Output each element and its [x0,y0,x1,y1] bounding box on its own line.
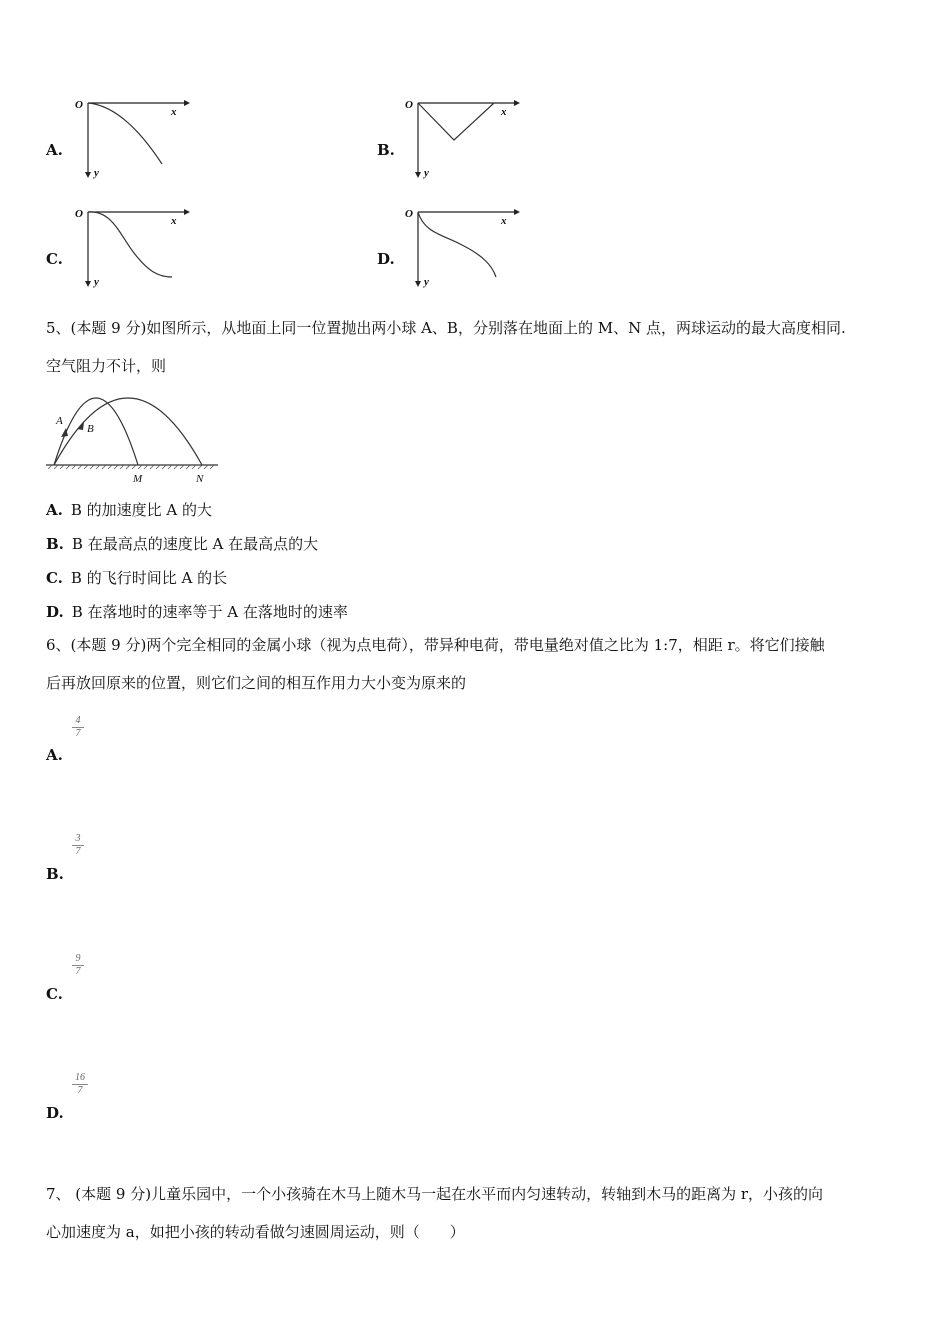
q6-fraction-a: 4 7 [72,716,84,739]
q5-choice-c: C. B 的飞行时间比 A 的长 [46,569,228,587]
svg-text:O: O [75,208,83,220]
svg-text:O: O [405,208,413,220]
q7-stem [46,1175,912,1251]
q5-stem-line1: 5、(本题 9 分)如图所示，从地面上同一位置抛出两小球 A、B，分别落在地面上的 M、N 点，两球运动的最大高度相同. [46,319,846,337]
q6-choice-a-label: A. [46,746,63,764]
q6-fraction-b: 3 7 [72,834,84,857]
q6-choice-d-label: D. [46,1104,64,1122]
q4-graph-d [402,205,522,289]
label-n: N [196,473,204,485]
curve-s-shape [88,212,172,277]
q4-option-b-label: B. [377,141,395,159]
q7-stem-line2: 心加速度为 a，如把小孩的转动看做匀速圆周运动，则（ ） [46,1223,465,1241]
axis-x-label: x [171,106,177,118]
q5-choice-d: D. B 在落地时的速率等于 A 在落地时的速率 [46,603,348,621]
label-b: B [87,423,94,435]
q6-stem-line2: 后再放回原来的位置，则它们之间的相互作用力大小变为原来的 [46,674,467,692]
q4-graph-b [402,96,522,180]
curve-v-shape [418,103,494,140]
svg-text:x: x [171,215,177,227]
svg-text:y: y [94,276,99,288]
svg-text:O: O [405,99,413,111]
curve-parabola [88,103,162,164]
svg-text:y: y [424,276,429,288]
svg-text:y: y [424,167,429,179]
svg-text:x: x [501,215,507,227]
q4-option-d-label: D. [377,250,395,268]
q6-choice-b-label: B. [46,865,64,883]
label-a: A [56,415,63,427]
q5-stem [46,309,912,385]
q7-stem-line1: 7、 (本题 9 分)儿童乐园中，一个小孩骑在木马上随木马一起在水平而内匀速转动，转轴到木马的距离为 r，小孩的向 [46,1185,824,1203]
q4-option-c-label: C. [46,250,63,268]
q6-stem [46,626,912,702]
q5-stem-line2: 空气阻力不计，则 [46,357,167,375]
svg-text:x: x [501,106,507,118]
q5-choice-b: B. B 在最高点的速度比 A 在最高点的大 [46,535,319,553]
q4-option-a-label: A. [46,141,63,159]
axis-origin-label: O [75,99,83,111]
curve-inverse-s-shape [418,212,496,277]
q6-stem-line1: 6、(本题 9 分)两个完全相同的金属小球（视为点电荷），带异种电荷，带电量绝对值之比为 1:7，相距 r。将它们接触 [46,636,825,654]
q6-choice-c-label: C. [46,985,63,1003]
trajectory-b [54,398,202,465]
q4-graph-a [72,96,192,180]
q6-fraction-d: 16 7 [72,1073,88,1096]
q5-choice-a: A. B 的加速度比 A 的大 [46,501,213,519]
q4-graph-c [72,205,192,289]
arrow-b [77,422,84,430]
axis-y-label: y [94,167,99,179]
q6-fraction-c: 9 7 [72,954,84,977]
q5-projectile-figure [44,394,224,492]
label-m: M [133,473,143,485]
